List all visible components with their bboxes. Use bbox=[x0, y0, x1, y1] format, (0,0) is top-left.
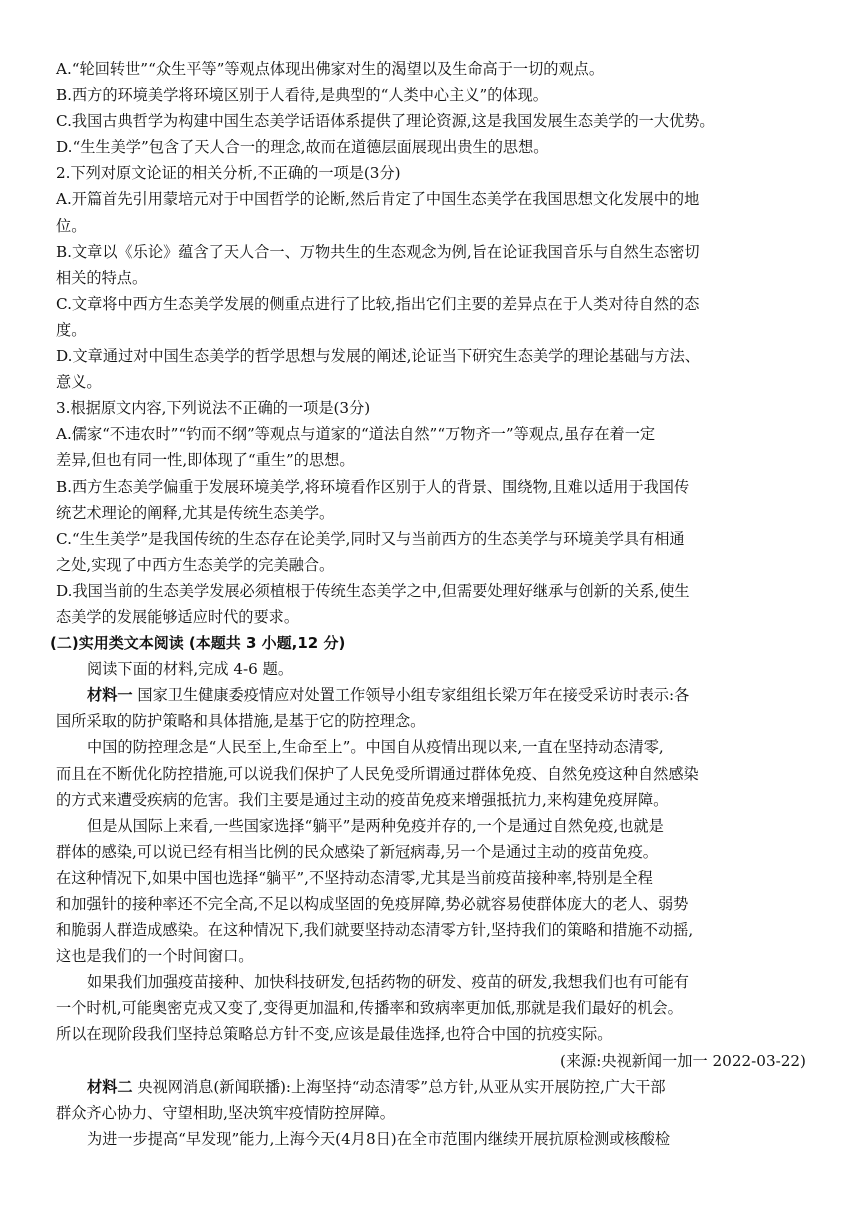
q3-option-a: A.儒家“不违农时”“钓而不纲”等观点与道家的“道法自然”“万物齐一”等观点,虽存在着一定 bbox=[56, 425, 656, 444]
section-practical-reading bbox=[50, 630, 812, 1152]
q2-option-b: B.文章以《乐论》蕴含了天人合一、万物共生的生态观念为例,旨在论证我国音乐与自然生态密切 bbox=[56, 242, 700, 261]
option-c: C.我国古典哲学为构建中国生态美学话语体系提供了理论资源,这是我国发展生态美学的一大优势。 bbox=[56, 112, 715, 131]
option-d: D.“生生美学”包含了天人合一的理念,故而在道德层面展现出贵生的思想。 bbox=[56, 138, 549, 157]
option-a: A.“轮回转世”“众生平等”等观点体现出佛家对生的渴望以及生命高于一切的观点。 bbox=[56, 60, 605, 78]
material-2-line-3: 为进一步提高“早发现”能力,上海今天(4月8日)在全市范围内继续开展抗原检测或核酸检 bbox=[87, 1129, 671, 1148]
q3-option-b: B.西方生态美学偏重于发展环境美学,将环境看作区别于人的背景、围绕物,且难以适用于我国传 bbox=[56, 477, 690, 496]
question-block bbox=[56, 56, 812, 630]
q2-option-c-cont: 度。 bbox=[56, 320, 87, 339]
q3-option-d-cont: 态美学的发展能够适应时代的要求。 bbox=[56, 607, 299, 626]
paragraph-line: 这也是我们的一个时间窗口。 bbox=[56, 947, 254, 966]
option-b: B.西方的环境美学将环境区别于人看待,是典型的“人类中心主义”的体现。 bbox=[56, 86, 548, 105]
q3-option-c-cont: 之处,实现了中西方生态美学的完美融合。 bbox=[56, 555, 335, 574]
q3-option-c: C.“生生美学”是我国传统的生态存在论美学,同时又与当前西方的生态美学与环境美学具有相通 bbox=[56, 529, 685, 548]
q2-option-d-cont: 意义。 bbox=[56, 373, 102, 392]
paragraph-line: 所以在现阶段我们坚持总策略总方针不变,应该是最佳选择,也符合中国的抗疫实际。 bbox=[56, 1025, 613, 1044]
paragraph-line: 中国的防控理念是“人民至上,生命至上”。中国自从疫情出现以来,一直在坚持动态清零, bbox=[87, 738, 664, 757]
material-2-line-2: 群众齐心协力、守望相助,坚决筑牢疫情防控屏障。 bbox=[56, 1103, 395, 1122]
q2-option-b-cont: 相关的特点。 bbox=[56, 268, 148, 287]
paragraph-line: 如果我们加强疫苗接种、加快科技研发,包括药物的研发、疫苗的研发,我想我们也有可能有 bbox=[87, 973, 689, 992]
q2-option-d: D.文章通过对中国生态美学的哲学思想与发展的阐述,论证当下研究生态美学的理论基础与方法、 bbox=[56, 347, 700, 366]
paragraph-line: 和脆弱人群造成感染。在这种情况下,我们就要坚持动态清零方针,坚持我们的策略和措施不动摇, bbox=[56, 921, 694, 940]
paragraph-line: 而且在不断优化防控措施,可以说我们保护了人民免受所谓通过群体免疫、自然免疫这种自然感染 bbox=[56, 764, 699, 783]
q2-option-a-cont: 位。 bbox=[56, 216, 87, 235]
q2-option-a: A.开篇首先引用蒙培元对于中国哲学的论断,然后肯定了中国生态美学在我国思想文化发展中的地 bbox=[56, 190, 700, 209]
paragraph-line: 在这种情况下,如果中国也选择“躺平”,不坚持动态清零,尤其是当前疫苗接种率,特别是全程 bbox=[56, 868, 653, 887]
material-2-line-1: 材料二 央视网消息(新闻联播):上海坚持“动态清零”总方针,从亚从实开展防控,广大干部 bbox=[87, 1077, 666, 1096]
q2-option-c: C.文章将中西方生态美学发展的侧重点进行了比较,指出它们主要的差异点在于人类对待自然的态 bbox=[56, 294, 700, 313]
material-1-line-2: 国所采取的防护策略和具体措施,是基于它的防控理念。 bbox=[56, 712, 426, 731]
paragraph-line: 和加强针的接种率还不完全高,不足以构成坚固的免疫屏障,势必就容易使群体庞大的老人、弱势 bbox=[56, 895, 689, 913]
material-1-line-1: 材料一 国家卫生健康委疫情应对处置工作领导小组专家组组长梁万年在接受采访时表示:各 bbox=[87, 686, 690, 705]
instruction: 阅读下面的材料,完成 4-6 题。 bbox=[87, 660, 294, 679]
source-citation: (来源:央视新闻一加一 2022-03-22) bbox=[559, 1051, 806, 1070]
paragraph-line: 的方式来遭受疾病的危害。我们主要是通过主动的疫苗免疫来增强抵抗力,来构建免疫屏障。 bbox=[56, 790, 669, 809]
question-3: 3.根据原文内容,下列说法不正确的一项是(3分) bbox=[56, 399, 371, 418]
paragraph-line: 但是从国际上来看,一些国家选择“躺平”是两种免疫并存的,一个是通过自然免疫,也就是 bbox=[87, 816, 664, 835]
material-2-label: 材料二 bbox=[87, 1077, 133, 1096]
material-1-label: 材料一 bbox=[87, 686, 133, 705]
question-2: 2.下列对原文论证的相关分析,不正确的一项是(3分) bbox=[56, 164, 401, 183]
q3-option-a-cont: 差异,但也有同一性,即体现了“重生”的思想。 bbox=[56, 451, 355, 470]
paragraph-line: 一个时机,可能奥密克戎又变了,变得更加温和,传播率和致病率更加低,那就是我们最好的机会。 bbox=[56, 999, 683, 1018]
q3-option-d: D.我国当前的生态美学发展必须植根于传统生态美学之中,但需要处理好继承与创新的关系,使生 bbox=[56, 581, 690, 600]
paragraph-line: 群体的感染,可以说已经有相当比例的民众感染了新冠病毒,另一个是通过主动的疫苗免疫。 bbox=[56, 842, 658, 861]
section-heading: (二)实用类文本阅读 (本题共 3 小题,12 分) bbox=[50, 634, 346, 653]
q3-option-b-cont: 统艺术理论的阐释,尤其是传统生态美学。 bbox=[56, 503, 335, 522]
